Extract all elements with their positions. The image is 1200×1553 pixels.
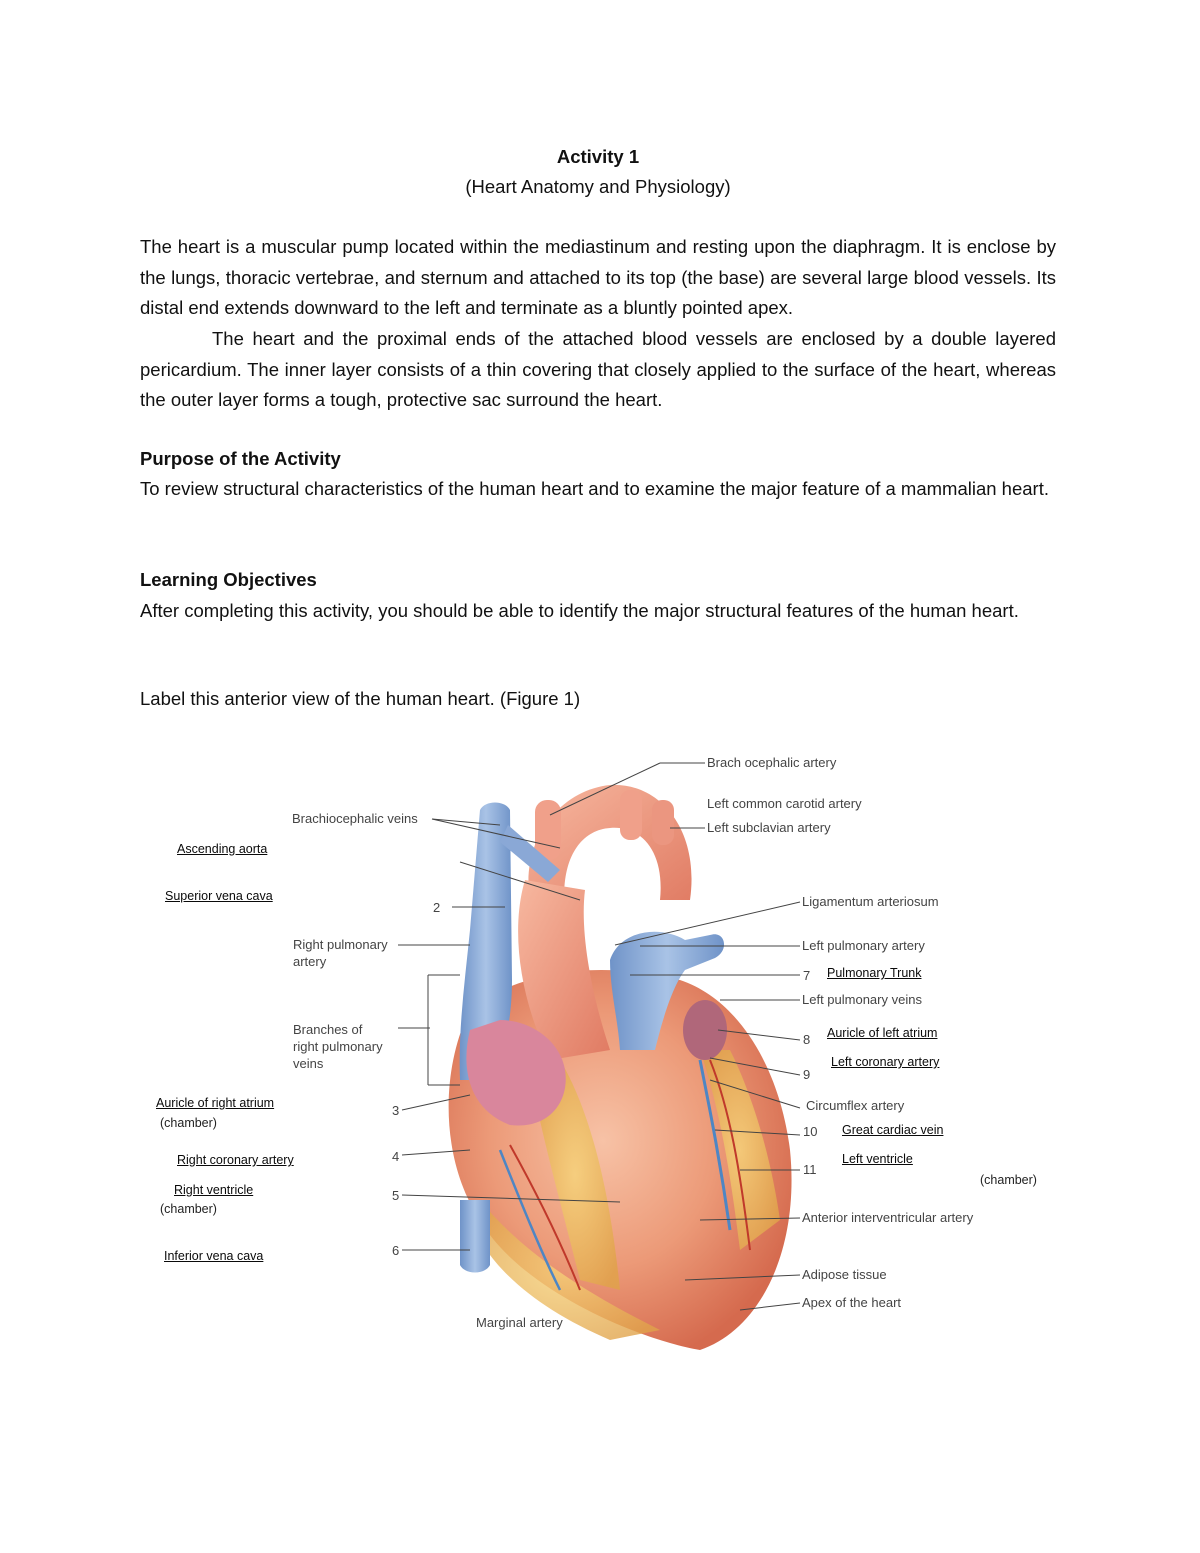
number-4: 4 — [392, 1149, 400, 1164]
label-brachiocephalic-veins: Brachiocephalic veins — [292, 811, 418, 826]
answer-great-cardiac-vein: Great cardiac vein — [842, 1123, 944, 1137]
label-left-pulmonary-artery: Left pulmonary artery — [802, 938, 925, 953]
answer-right-ventricle: Right ventricle — [174, 1183, 254, 1197]
purpose-heading: Purpose of the Activity — [140, 448, 341, 469]
intro-paragraph-2: The heart and the proximal ends of the attached blood vessels are enclosed by a double layered pericardium. The inner layer consists of a thin covering that closely applied to the surface of the heart, whereas the outer layer forms a tough, protective sac surround the heart. — [140, 328, 1056, 410]
answer-superior-vena-cava: Superior vena cava — [165, 889, 273, 903]
brachiocephalic-artery-shape — [535, 800, 561, 860]
note-chamber-right-ventricle: (chamber) — [160, 1202, 217, 1216]
heart-illustration — [140, 730, 1060, 1370]
answer-auricle-right-atrium: Auricle of right atrium — [156, 1096, 275, 1110]
answer-pulmonary-trunk: Pulmonary Trunk — [827, 966, 922, 980]
label-left-common-carotid: Left common carotid artery — [707, 796, 862, 811]
figure-caption: Label this anterior view of the human heart. (Figure 1) — [140, 688, 581, 709]
label-adipose-tissue: Adipose tissue — [802, 1267, 887, 1282]
number-9: 9 — [803, 1067, 811, 1082]
page-title: Activity 1 — [556, 146, 640, 167]
answer-ascending-aorta: Ascending aorta — [177, 842, 268, 856]
left-common-carotid-shape — [620, 790, 642, 840]
number-8: 8 — [803, 1032, 811, 1047]
number-7: 7 — [803, 968, 811, 983]
label-anterior-interventricular: Anterior interventricular artery — [802, 1210, 974, 1225]
answer-auricle-left-atrium: Auricle of left atrium — [827, 1026, 938, 1040]
answer-right-coronary-artery: Right coronary artery — [177, 1153, 294, 1167]
inferior-vena-cava-shape — [460, 1200, 490, 1273]
label-marginal-artery: Marginal artery — [476, 1315, 563, 1330]
label-brachiocephalic-artery: Brach ocephalic artery — [707, 755, 837, 770]
number-3: 3 — [392, 1103, 400, 1118]
number-10: 10 — [803, 1124, 818, 1139]
label-apex: Apex of the heart — [802, 1295, 902, 1310]
number-6: 6 — [392, 1243, 400, 1258]
label-branches-line1: Branches of — [293, 1022, 363, 1037]
note-chamber-right-atrium: (chamber) — [160, 1116, 217, 1130]
label-left-subclavian: Left subclavian artery — [707, 820, 831, 835]
label-branches-line2: right pulmonary — [293, 1039, 383, 1054]
objectives-text: After completing this activity, you should be able to identify the major structural features of the human heart. — [140, 600, 1019, 621]
label-left-pulmonary-veins: Left pulmonary veins — [802, 992, 922, 1007]
number-11: 11 — [803, 1162, 817, 1177]
label-ligamentum-arteriosum: Ligamentum arteriosum — [802, 894, 939, 909]
answer-left-ventricle: Left ventricle — [842, 1152, 913, 1166]
label-circumflex-artery: Circumflex artery — [806, 1098, 905, 1113]
heart-figure — [140, 730, 1060, 1370]
page-subtitle: (Heart Anatomy and Physiology) — [465, 176, 731, 197]
number-2: 2 — [433, 900, 441, 915]
label-right-pulmonary-artery-line2: artery — [293, 954, 327, 969]
answer-inferior-vena-cava: Inferior vena cava — [164, 1249, 264, 1263]
label-branches-line3: veins — [293, 1056, 324, 1071]
label-right-pulmonary-artery-line1: Right pulmonary — [293, 937, 388, 952]
left-subclavian-shape — [652, 800, 674, 845]
answer-left-coronary-artery: Left coronary artery — [831, 1055, 940, 1069]
objectives-heading: Learning Objectives — [140, 569, 317, 590]
note-chamber-left-ventricle: (chamber) — [980, 1173, 1037, 1187]
number-5: 5 — [392, 1188, 400, 1203]
purpose-text: To review structural characteristics of the human heart and to examine the major feature of a mammalian heart. — [140, 478, 1049, 499]
intro-paragraph-1: The heart is a muscular pump located within the mediastinum and resting upon the diaphragm. It is enclose by the lungs, thoracic vertebrae, and sternum and attached to its top (the base) are several large blood vessels. Its distal end extends downward to the left and terminate as a bluntly pointed apex. — [140, 236, 1056, 318]
